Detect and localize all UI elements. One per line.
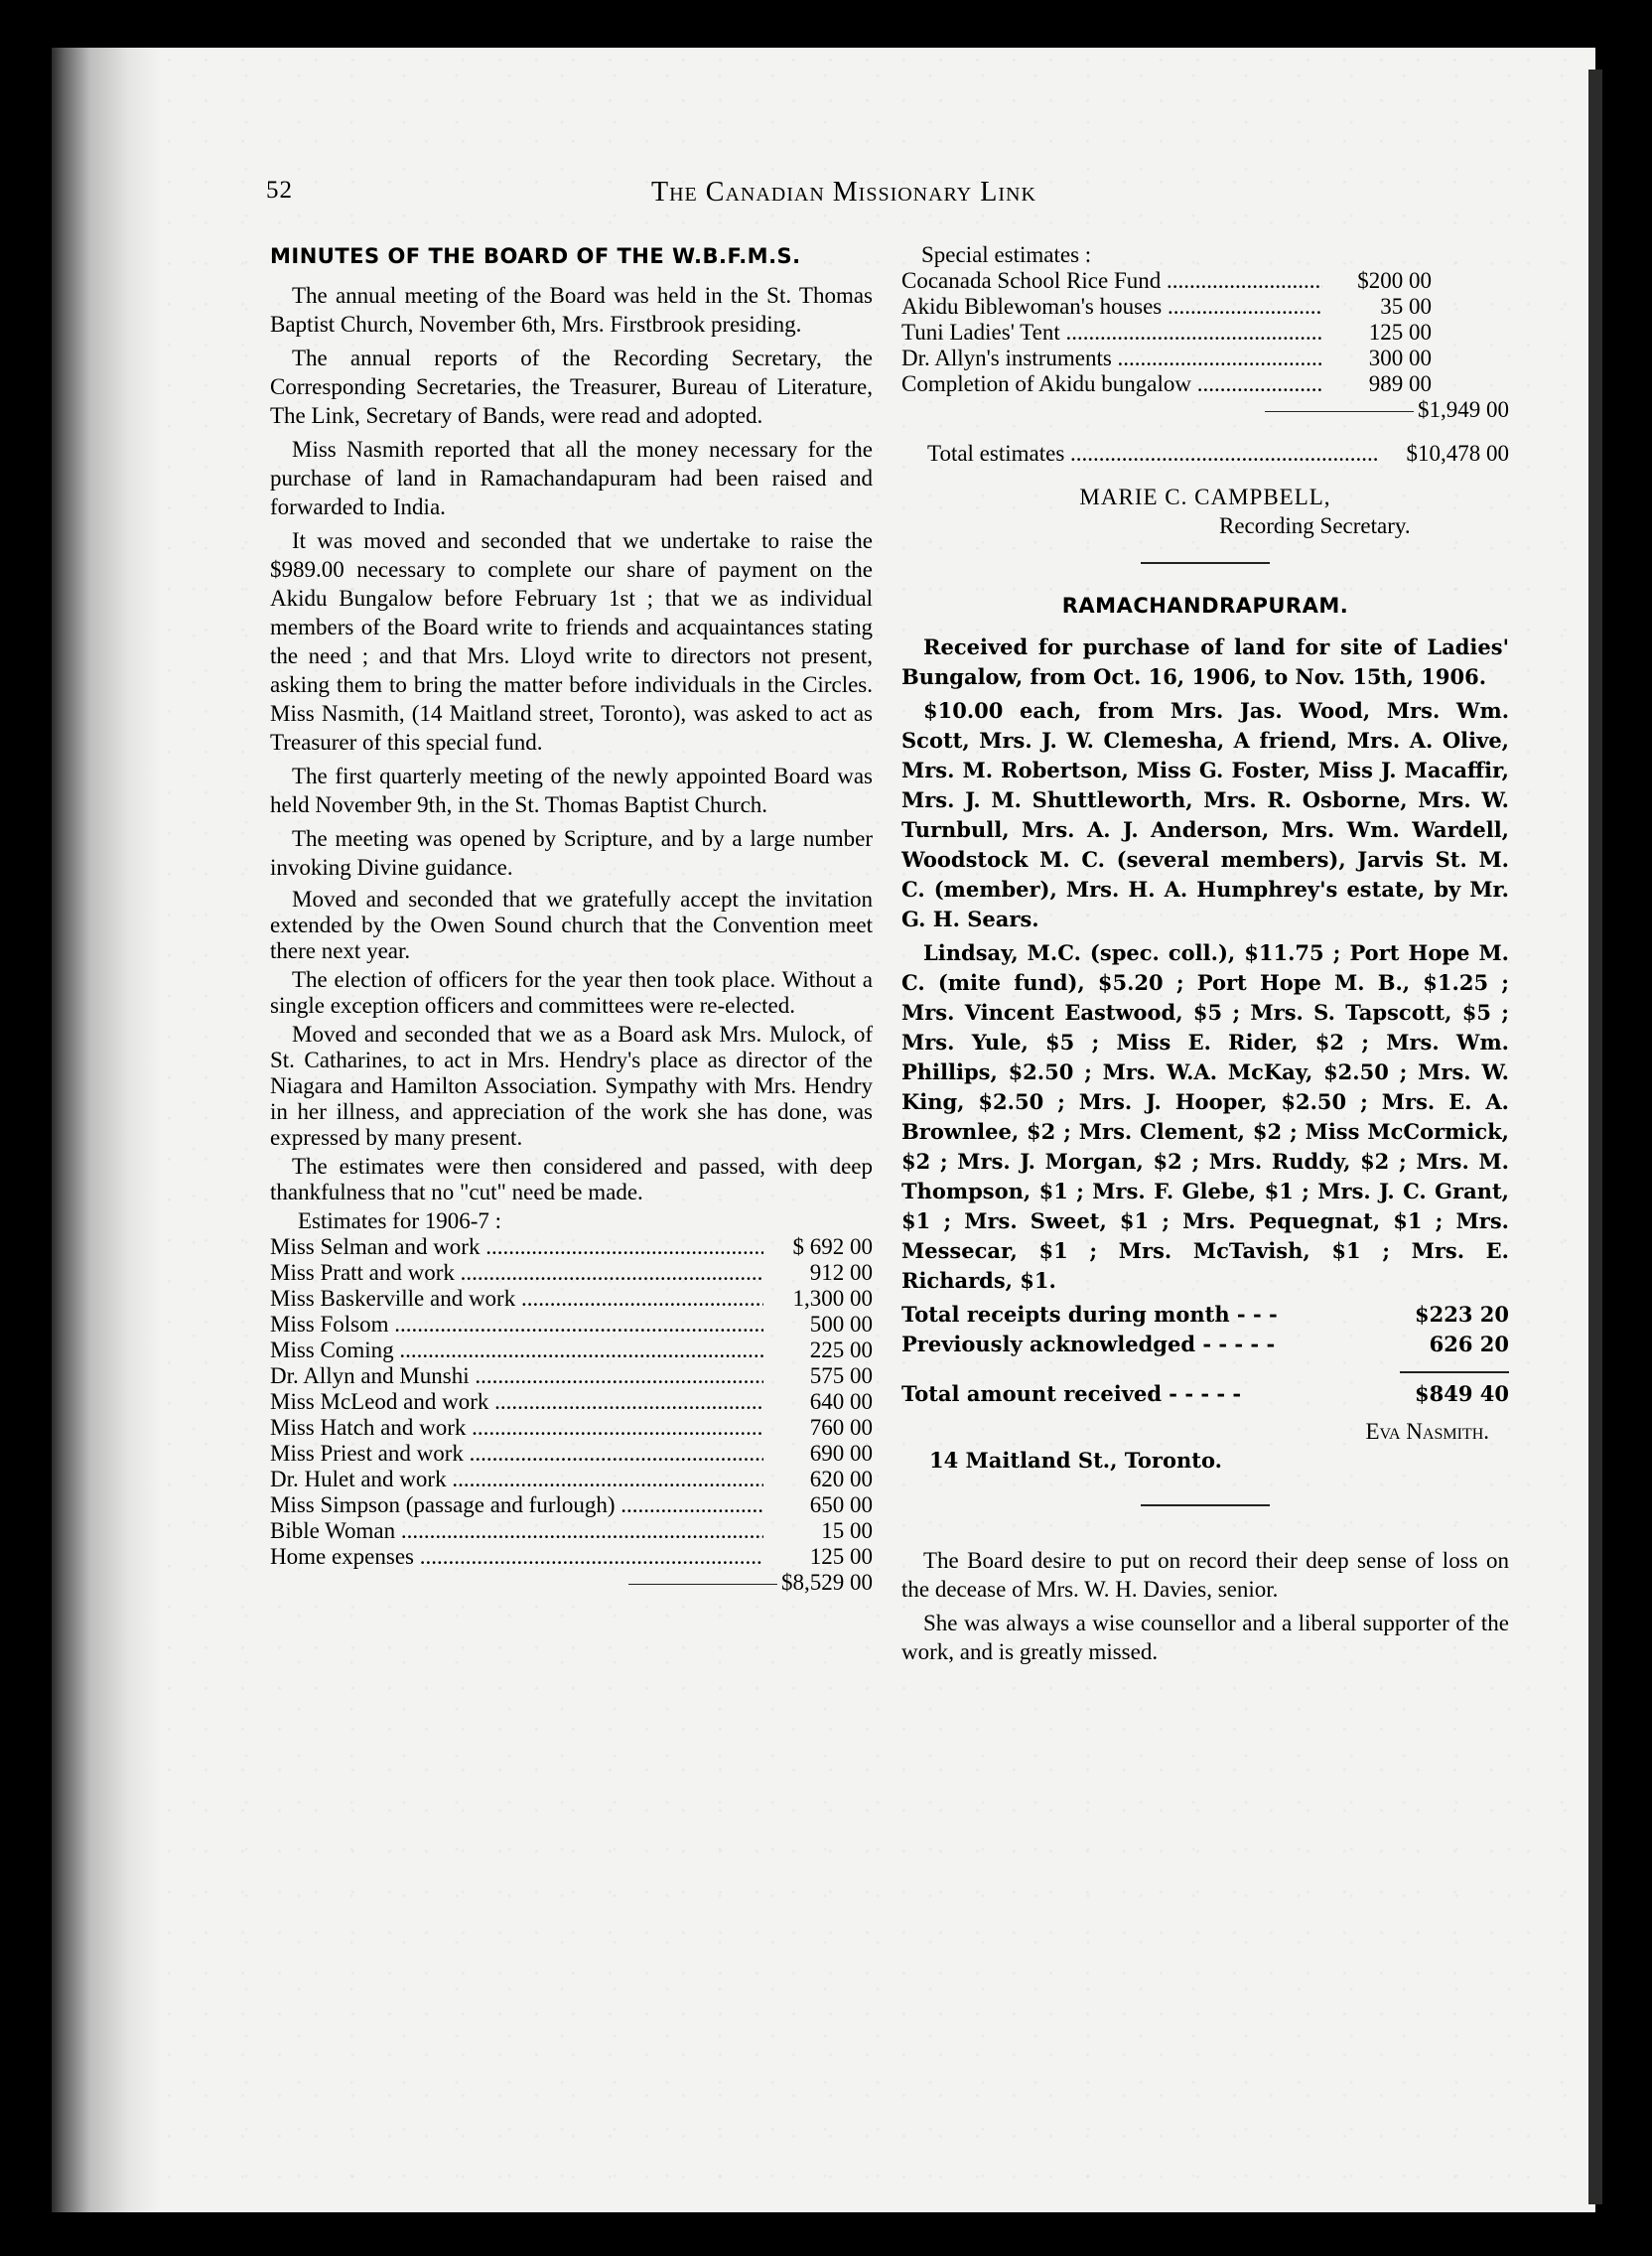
estimate-row (270, 1518, 873, 1544)
page-number: 52 (266, 177, 293, 204)
minutes-title: MINUTES OF THE BOARD OF THE W.B.F.M.S. (270, 244, 801, 268)
ramachandrapuram-title: RAMACHANDRAPURAM. (1061, 594, 1349, 618)
estimate-label: Completion of Akidu bungalow ..... (901, 371, 1322, 397)
estimate-label: Bible Woman ..... (270, 1518, 763, 1544)
estimate-label: Miss Pratt and work ..... (270, 1260, 763, 1286)
estimate-amount: 125 00 (809, 1544, 873, 1569)
paragraph: Miss Nasmith reported that all the money necessary for the purchase of land in Ramachandapuram had been raised and forwarded to India. (270, 437, 873, 519)
paragraph: Moved and seconded that we gratefully accept the invitation extended by the Owen Sound church that the Convention meet there next year. (270, 887, 873, 963)
divider (1141, 562, 1270, 564)
estimate-row (270, 1492, 873, 1518)
paragraph: The annual meeting of the Board was held in the St. Thomas Baptist Church, November 6th, Mrs. Firstbrook presiding. (270, 283, 873, 337)
paragraph: She was always a wise counsellor and a liberal supporter of the work, and is greatly missed. (901, 1611, 1509, 1664)
estimate-amount: $200 00 (1357, 268, 1432, 293)
estimate-label: Miss Hatch and work ..... (270, 1415, 763, 1441)
receipts-row: Total receipts during month - - - $223 20 (901, 1302, 1509, 1327)
estimate-label: Akidu Biblewoman's houses ..... (901, 294, 1322, 320)
paragraph: The meeting was opened by Scripture, and by a large number invoking Divine guidance. (270, 826, 873, 880)
estimate-amount: 640 00 (809, 1389, 873, 1414)
estimate-row (270, 1338, 873, 1363)
estimate-label: Miss McLeod and work ..... (270, 1389, 763, 1415)
paragraph: $10.00 each, from Mrs. Jas. Wood, Mrs. Wm. Scott, Mrs. J. W. Clemesha, A friend, Mrs. A. Olive, Mrs. M. Robertson, Miss G. Foster, Miss J. Macaffir, Mrs. J. M. Shuttleworth, Mrs. R. Osborne, Mrs. W. Turnbull, Mrs. A. J. Anderson, Mrs. Wm. Wardell, Woodstock M. C. (several members), Jarvis St. M. C. (member), Mrs. H. A. Humphrey's estate, by Mr. G. H. Sears. (901, 698, 1509, 931)
estimate-row (901, 346, 1432, 371)
total-rule (1400, 1371, 1509, 1373)
estimate-amount: 225 00 (809, 1338, 873, 1362)
previous-row: Previously acknowledged - - - - - 626 20 (901, 1332, 1509, 1356)
receipts-body (901, 633, 1509, 1296)
amount-row: Total amount received - - - - - $849 40 (901, 1381, 1509, 1406)
estimate-row (270, 1415, 873, 1441)
estimates-heading: Estimates for 1906-7 : (298, 1208, 502, 1233)
estimate-row (270, 1234, 873, 1260)
estimate-amount: 690 00 (809, 1441, 873, 1466)
estimate-label: Tuni Ladies' Tent ..... (901, 320, 1322, 346)
estimate-amount: 650 00 (809, 1492, 873, 1517)
estimate-label: Home expenses ..... (270, 1544, 763, 1570)
estimate-amount: 15 00 (821, 1518, 873, 1543)
estimate-row (270, 1260, 873, 1286)
estimate-row (901, 371, 1432, 397)
estimate-row (270, 1363, 873, 1389)
divider-2 (1141, 1504, 1270, 1506)
special-total: $1,949 00 (901, 397, 1509, 423)
paragraph: Moved and seconded that we as a Board ask Mrs. Mulock, of St. Catharines, to act in Mrs. Hendry's place as director of the Niagara and Hamilton Association. Sympathy with Mrs. Hendry in her illness, and appreciation of the work she has done, was expressed by many present. (270, 1022, 873, 1150)
estimate-label: Miss Baskerville and work ..... (270, 1286, 763, 1312)
special-heading: Special estimates : (921, 242, 1092, 267)
paragraph: The first quarterly meeting of the newly appointed Board was held November 9th, in the St. Thomas Baptist Church. (270, 764, 873, 817)
estimates-total: $8,529 00 (270, 1570, 873, 1596)
estimate-row (901, 320, 1432, 346)
right-column (901, 242, 1509, 1671)
treasurer-address: 14 Maitland St., Toronto. (929, 1448, 1222, 1473)
minutes-body (270, 281, 873, 882)
total-estimates: Total estimates ..... $10,478 00 (901, 441, 1509, 467)
estimate-amount: 620 00 (809, 1467, 873, 1491)
estimates-list (270, 1234, 873, 1570)
estimate-row (270, 1389, 873, 1415)
estimate-row (270, 1544, 873, 1570)
paragraph: The annual reports of the Recording Secretary, the Corresponding Secretaries, the Treasurer, Bureau of Literature, The Link, Secretary of Bands, were read and adopted. (270, 346, 873, 428)
estimate-label: Cocanada School Rice Fund ..... (901, 268, 1322, 294)
estimate-amount: 35 00 (1380, 294, 1432, 319)
estimate-row (901, 294, 1432, 320)
estimate-row (901, 268, 1432, 294)
special-estimates-list (901, 268, 1509, 397)
paragraph: The Board desire to put on record their deep sense of loss on the decease of Mrs. W. H. Davies, senior. (901, 1548, 1509, 1602)
estimate-label: Miss Selman and work ..... (270, 1234, 763, 1260)
left-column (270, 242, 873, 1596)
paragraph: The estimates were then considered and passed, with deep thankfulness that no "cut" need be made. (270, 1154, 873, 1204)
estimate-row (270, 1312, 873, 1338)
estimate-label: Dr. Hulet and work ..... (270, 1467, 763, 1492)
estimate-label: Dr. Allyn's instruments ..... (901, 346, 1322, 371)
closing-note (901, 1546, 1509, 1666)
estimate-amount: 500 00 (809, 1312, 873, 1337)
signer-name: MARIE C. CAMPBELL, (1079, 485, 1331, 509)
estimate-row (270, 1467, 873, 1492)
estimate-row (270, 1286, 873, 1312)
estimate-amount: 989 00 (1368, 371, 1432, 396)
paragraph: Lindsay, M.C. (spec. coll.), $11.75 ; Port Hope M. C. (mite fund), $5.20 ; Port Hope M. B., $1.25 ; Mrs. Vincent Eastwood, $5 ; Mrs. S. Tapscott, $5 ; Mrs. Yule, $5 ; Miss E. Rider, $2 ; Mrs. Wm. Phillips, $2.50 ; Mrs. W.A. McKay, $2.50 ; Mrs. W. King, $2.50 ; Mrs. J. Hooper, $2.50 ; Mrs. E. A. Brownlee, $2 ; Mrs. Clement, $2 ; Miss McCormick, $2 ; Mrs. J. Morgan, $2 ; Mrs. Ruddy, $2 ; Mrs. M. Thompson, $1 ; Mrs. F. Glebe, $1 ; Mrs. J. C. Grant, $1 ; Mrs. Sweet, $1 ; Mrs. Pequegnat, $1 ; Mrs. Messecar, $1 ; Mrs. McTavish, $1 ; Mrs. E. Richards, $1. (901, 940, 1509, 1293)
minutes-motions (270, 887, 873, 1205)
running-title: The Canadian Missionary Link (651, 177, 1036, 208)
estimate-label: Miss Simpson (passage and furlough) ..... (270, 1492, 763, 1518)
estimate-label: Miss Folsom ..... (270, 1312, 763, 1338)
estimate-amount: 125 00 (1368, 320, 1432, 345)
paragraph: The election of officers for the year then took place. Without a single exception officers and committees were re-elected. (270, 967, 873, 1018)
page-edge (1588, 70, 1602, 2204)
estimate-label: Miss Coming ..... (270, 1338, 763, 1363)
estimate-amount: 760 00 (809, 1415, 873, 1440)
treasurer-name: Eva Nasmith. (1365, 1419, 1489, 1444)
estimate-amount: 1,300 00 (792, 1286, 873, 1311)
estimate-label: Miss Priest and work ..... (270, 1441, 763, 1467)
estimate-amount: 575 00 (809, 1363, 873, 1388)
estimate-label: Dr. Allyn and Munshi ..... (270, 1363, 763, 1389)
paragraph: Received for purchase of land for site of Ladies' Bungalow, from Oct. 16, 1906, to Nov. 15th, 1906. (901, 634, 1509, 689)
estimate-amount: 912 00 (809, 1260, 873, 1285)
estimate-amount: $ 692 00 (792, 1234, 873, 1259)
signer-title: Recording Secretary. (1219, 513, 1411, 538)
estimate-row (270, 1441, 873, 1467)
book-spine-shadow (52, 48, 161, 2212)
paragraph: It was moved and seconded that we undertake to raise the $989.00 necessary to complete our share of payment on the Akidu Bungalow before February 1st ; that we as individual members of the Board write to friends and acquaintances stating the need ; and that Mrs. Lloyd write to directors not present, asking them to bring the matter before individuals in the Circles. Miss Nasmith, (14 Maitland street, Toronto), was asked to act as Treasurer of this special fund. (270, 528, 873, 755)
estimate-amount: 300 00 (1368, 346, 1432, 370)
